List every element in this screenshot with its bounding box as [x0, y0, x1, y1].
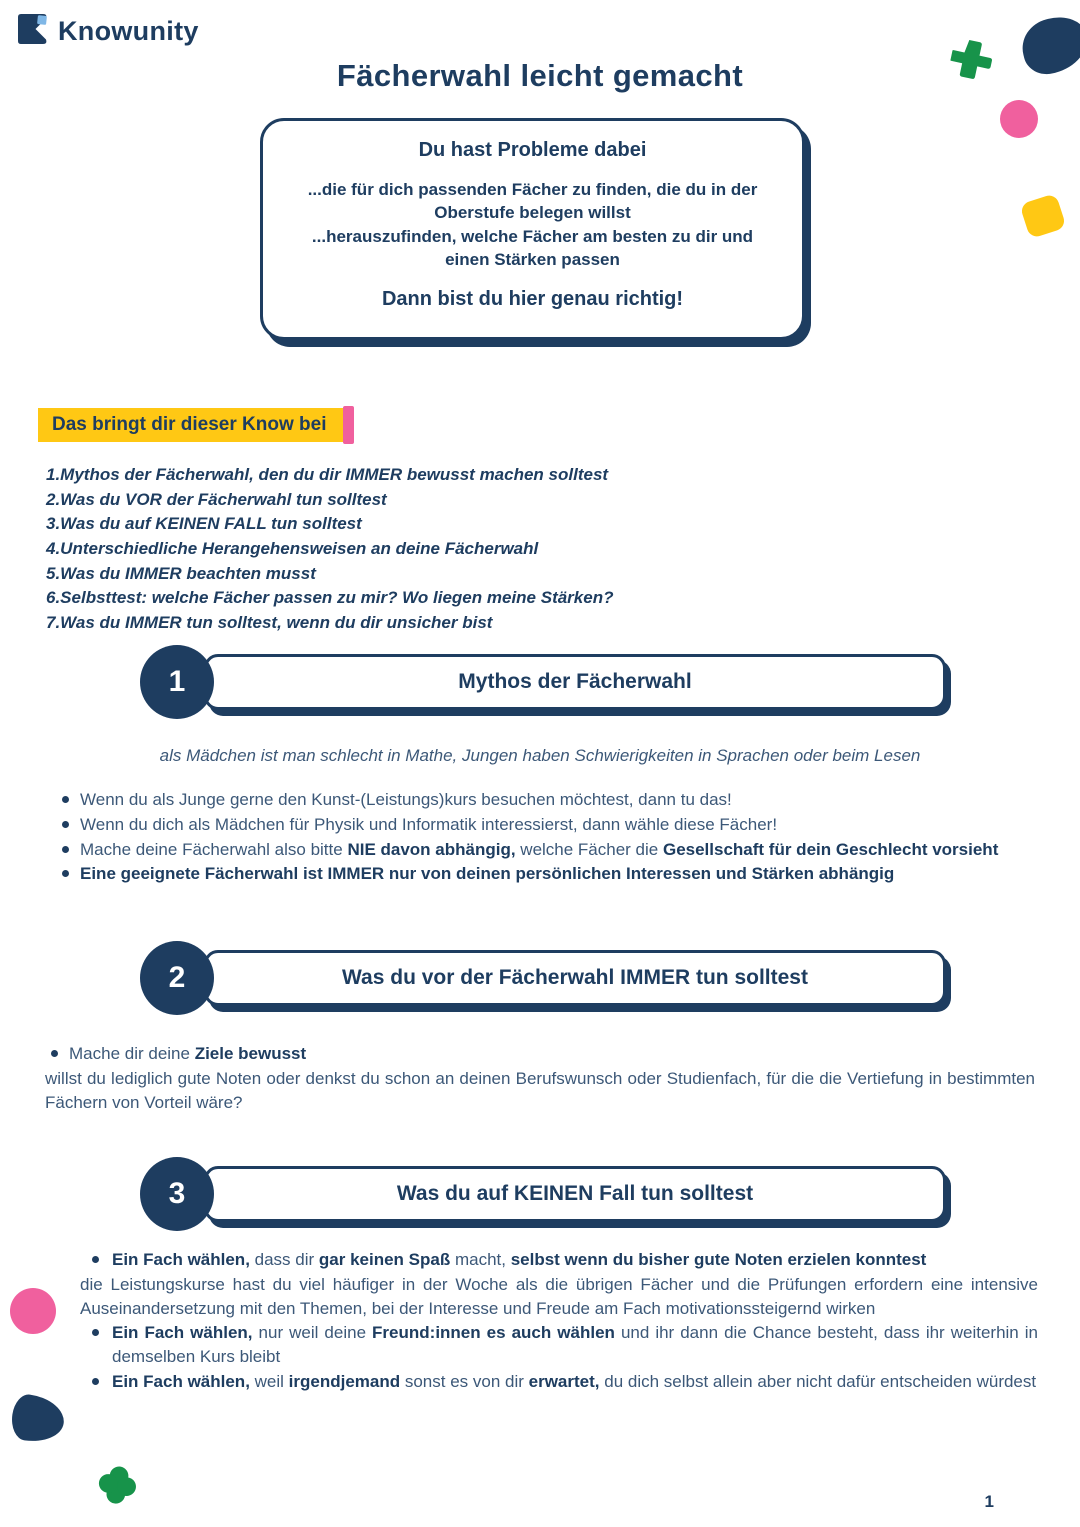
section-2-content: [45, 1042, 1035, 1115]
section-title: Was du vor der Fächerwahl IMMER tun solltest: [204, 950, 946, 1006]
bullet-dot: [51, 1050, 58, 1057]
section-1-header: [140, 654, 946, 718]
toc-heading: [38, 408, 343, 442]
pink-accent-bar: [343, 406, 354, 444]
section-number-badge: 2: [140, 941, 214, 1015]
circle-shape-bottom-left: [10, 1288, 56, 1334]
blob-shape-bottom-left: [9, 1393, 67, 1446]
toc-item: 6.Selbsttest: welche Fächer passen zu mir? Wo liegen meine Stärken?: [46, 588, 614, 608]
brand-name: Knowunity: [58, 16, 199, 46]
paragraph: die Leistungskurse hast du viel häufiger in der Woche als die übrigen Fächer und die Prüfungen erfordern eine intensive Auseinandersetzung mit den Themen, bei der Interesse und Freude am Fach motivationssteigernd wirken: [80, 1274, 1038, 1318]
bullet-item: Ein Fach wählen, weil irgendjemand sonst es von dir erwartet, du dich selbst allein aber nicht dafür entscheiden würdest: [80, 1370, 1038, 1394]
toc-item: 5.Was du IMMER beachten musst: [46, 563, 316, 583]
problem-box-heading: Du hast Probleme dabei: [418, 139, 647, 161]
clover-icon: [92, 1461, 142, 1515]
problem-box-line: ...herauszufinden, welche Fächer am besten zu dir und einen Stärken passen: [311, 226, 754, 270]
toc-item: 3.Was du auf KEINEN FALL tun solltest: [46, 514, 362, 534]
bullet-item: Mache deine Fächerwahl also bitte NIE davon abhängig, welche Fächer die Gesellschaft für dein Geschlecht vorsieht: [56, 838, 1031, 862]
problem-box-line: ...die für dich passenden Fächer zu finden, die du in der Oberstufe belegen willst: [307, 180, 758, 223]
page-title: Fächerwahl leicht gemacht: [336, 58, 744, 93]
section-3-header: [140, 1166, 946, 1230]
section-title: Mythos der Fächerwahl: [204, 654, 946, 710]
bullet-item: Mache dir deine Ziele bewusst: [45, 1042, 1035, 1066]
bullet-dot: [92, 1256, 99, 1263]
toc-item: 1.Mythos der Fächerwahl, den du dir IMMER bewusst machen solltest: [46, 465, 609, 484]
toc-item: 7.Was du IMMER tun solltest, wenn du dir unsicher bist: [46, 612, 493, 632]
bullet-dot: [62, 870, 69, 877]
bullet-item: Ein Fach wählen, dass dir gar keinen Spaß macht, selbst wenn du bisher gute Noten erzielen konntest: [80, 1248, 1038, 1272]
bullet-dot: [92, 1378, 99, 1385]
bullet-item: Wenn du dich als Mädchen für Physik und Informatik interessierst, dann wähle diese Fächer!: [56, 813, 1031, 837]
section-title: Was du auf KEINEN Fall tun solltest: [204, 1166, 946, 1222]
toc-item: 2.Was du VOR der Fächerwahl tun solltest: [46, 489, 387, 509]
section-1-content: [56, 788, 1031, 887]
section-number-badge: 3: [140, 1157, 214, 1231]
toc-item: 4.Unterschiedliche Herangehensweisen an deine Fächerwahl: [46, 538, 539, 558]
bullet-dot: [62, 796, 69, 803]
header: [16, 12, 199, 51]
knowunity-logo-icon: [16, 12, 50, 51]
bullet-dot: [92, 1329, 99, 1336]
bullet-dot: [62, 821, 69, 828]
section-1-subtitle: als Mädchen ist man schlecht in Mathe, Jungen haben Schwierigkeiten in Sprachen oder beim Lesen: [159, 746, 921, 765]
bullet-item: Eine geeignete Fächerwahl ist IMMER nur von deinen persönlichen Interessen und Stärken abhängig: [56, 862, 1031, 886]
page-number: 1: [984, 1492, 994, 1511]
square-shape-top-right: [1019, 193, 1066, 239]
section-3-content: [80, 1248, 1038, 1395]
problem-box-cta: Dann bist du hier genau richtig!: [381, 287, 684, 310]
section-number-badge: 1: [140, 645, 214, 719]
paragraph: willst du lediglich gute Noten oder denkst du schon an deinen Berufswunsch oder Studienfach, für die die Vertiefung in bestimmten Fächern von Vorteil wäre?: [45, 1068, 1035, 1112]
section-2-header: [140, 950, 946, 1014]
bullet-dot: [62, 846, 69, 853]
toc-list: [46, 463, 1031, 635]
problem-box: [260, 118, 805, 340]
bullet-item: Ein Fach wählen, nur weil deine Freund:innen es auch wählen und ihr dann die Chance besteht, dass ihr weiterhin in demselben Kurs bleibt: [80, 1321, 1038, 1369]
bullet-item: Wenn du als Junge gerne den Kunst-(Leistungs)kurs besuchen möchtest, dann tu das!: [56, 788, 1031, 812]
circle-shape-top-right: [1000, 100, 1038, 138]
toc-heading-label: Das bringt dir dieser Know bei: [52, 414, 327, 435]
